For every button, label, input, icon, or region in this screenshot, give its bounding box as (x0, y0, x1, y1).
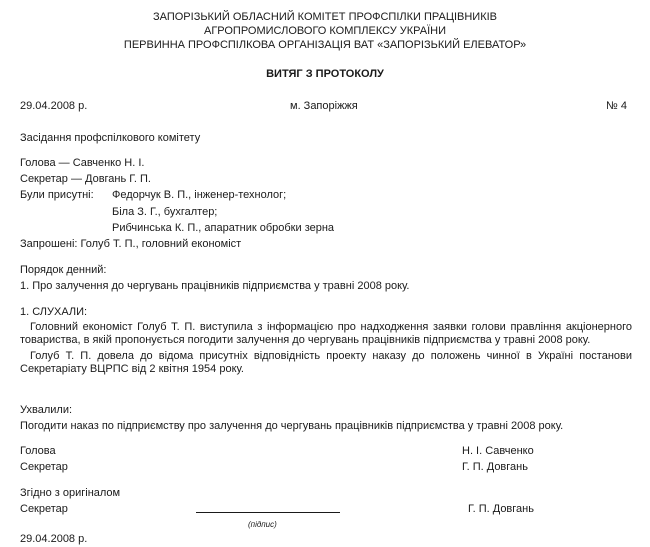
heard-paragraph: Головний економіст Голуб Т. П. виступила з інформацією про надходження заявки голови правління акціонерного товариства, в якій пропонується погодити залучення до чергувань працівників підприємства у травні 2008 року. (20, 321, 632, 346)
document-number: № 4 (606, 100, 627, 112)
agenda-item: 1. Про залучення до чергувань працівників підприємства у травні 2008 року. (20, 280, 410, 292)
resolved-heading: Ухвалили: (20, 404, 73, 416)
final-date: 29.04.2008 р. (20, 533, 88, 545)
document-date: 29.04.2008 р. (20, 100, 88, 112)
document-city: м. Запоріжжя (290, 100, 358, 112)
copy-secretary-label: Секретар (20, 503, 68, 515)
heard-paragraph: Голуб Т. П. довела до відома присутніх відповідність проекту наказу до положень чинної в Україні постанови Секретаріату ВЦРПС від 2 квітня 1954 року. (20, 350, 632, 375)
secretary-signature-name: Г. П. Довгань (462, 461, 528, 473)
agenda-heading: Порядок денний: (20, 264, 107, 276)
meeting-chair: Голова — Савченко Н. І. (20, 157, 145, 169)
org-header-line-3: ПЕРВИННА ПРОФСПІЛКОВА ОРГАНІЗАЦІЯ ВАТ «ЗАПОРІЗЬКИЙ ЕЛЕВАТОР» (123, 39, 527, 51)
chair-signature-name: Н. І. Савченко (462, 445, 534, 457)
resolved-text: Погодити наказ по підприємству про залучення до чергувань працівників підприємства у травні 2008 року. (20, 420, 564, 432)
org-header-line-1: ЗАПОРІЗЬКИЙ ОБЛАСНИЙ КОМІТЕТ ПРОФСПІЛКИ ПРАЦІВНИКІВ (152, 11, 498, 23)
chair-signature-label: Голова (20, 445, 56, 457)
copy-certification-label: Згідно з оригіналом (20, 487, 121, 499)
present-person: Федорчук В. П., інженер-технолог; (112, 189, 287, 201)
present-person: Рибчинська К. П., апаратник обробки зерна (112, 222, 335, 234)
signature-caption: (підпис) (248, 520, 277, 529)
invited-persons: Запрошені: Голуб Т. П., головний економіст (20, 238, 242, 250)
meeting-heading: Засідання профспілкового комітету (20, 132, 201, 144)
signature-line (196, 512, 340, 513)
heard-heading: 1. СЛУХАЛИ: (20, 306, 88, 318)
secretary-signature-label: Секретар (20, 461, 68, 473)
meeting-secretary: Секретар — Довгань Г. П. (20, 173, 151, 185)
copy-secretary-name: Г. П. Довгань (468, 503, 534, 515)
org-header-line-2: АГРОПРОМИСЛОВОГО КОМПЛЕКСУ УКРАЇНИ (203, 25, 447, 37)
present-label: Були присутні: (20, 189, 94, 201)
document-title: ВИТЯГ З ПРОТОКОЛУ (266, 68, 384, 80)
present-person: Біла З. Г., бухгалтер; (112, 206, 218, 218)
